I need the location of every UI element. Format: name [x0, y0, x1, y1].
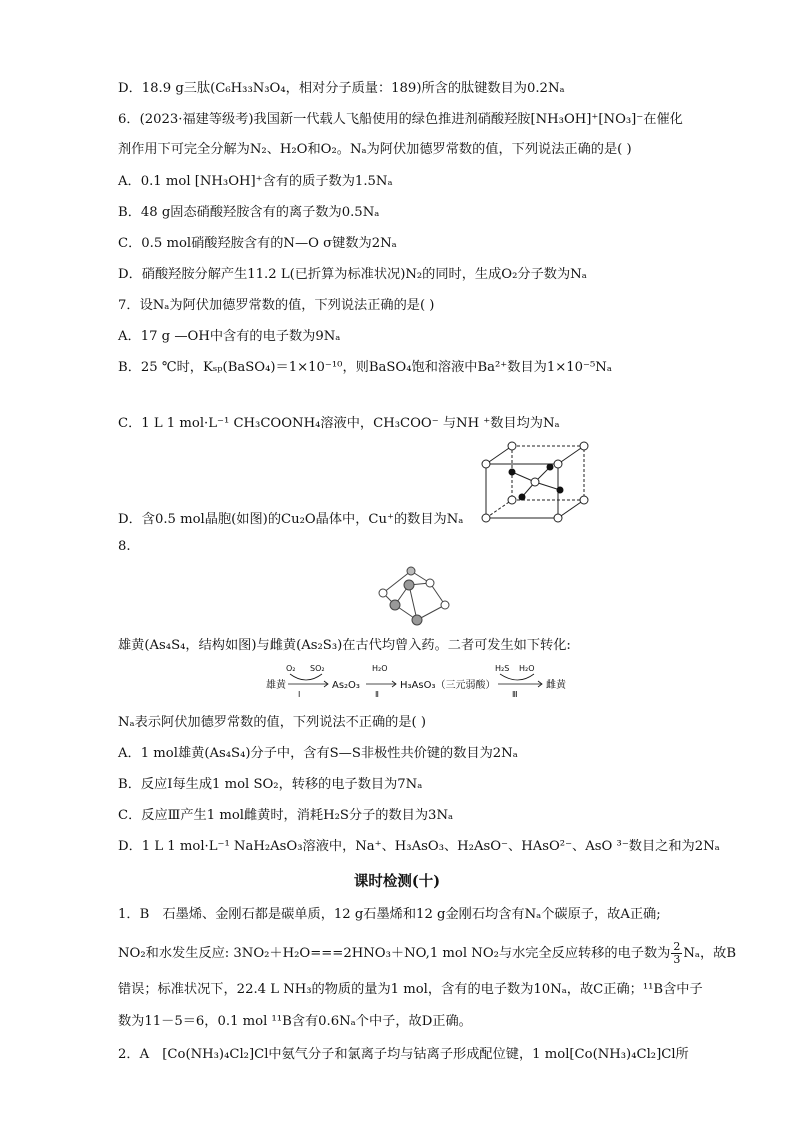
q7-option-d: D．含0.5 mol晶胞(如图)的Cu₂O晶体中，Cu⁺的数目为Nₐ: [118, 512, 464, 527]
question-7: 7．设Nₐ为阿伏加德罗常数的值，下列说法正确的是( ): [118, 298, 435, 313]
answer-1-line-1: 1．B 石墨烯、金刚石都是碳单质，12 g石墨烯和12 g金刚石均含有Nₐ个碳原子，故A正确;: [118, 907, 661, 922]
as4s4-structure-figure: [375, 565, 455, 625]
scheme-r3-reagent: H₂S: [495, 664, 510, 673]
line-1: D．18.9 g三肽(C₆H₃₃N₃O₄，相对分子质量：189)所含的肽键数目为0.2Nₐ: [118, 81, 565, 96]
fraction-numerator: 2: [673, 940, 681, 953]
fraction-denominator: 3: [673, 953, 681, 966]
q8-option-d: D．1 L 1 mol·L⁻¹ NaH₂AsO₃溶液中，Na⁺、H₃AsO₃、H₂AsO⁻、HAsO²⁻、AsO ³⁻数目之和为2Nₐ: [118, 839, 720, 854]
q6-option-b: B．48 g固态硝酸羟胺含有的离子数为0.5Nₐ: [118, 205, 380, 220]
answer-1-line-2: [118, 940, 737, 966]
q8-option-c: C．反应Ⅲ产生1 mol雌黄时，消耗H₂S分子的数目为3Nₐ: [118, 808, 454, 823]
section-title: 课时检测(十): [353, 873, 441, 890]
q7-option-a: A．17 g —OH中含有的电子数为9Nₐ: [118, 329, 341, 344]
q6-option-c: C．0.5 mol硝酸羟胺含有的N—O σ键数为2Nₐ: [118, 236, 397, 251]
answer-1-line-4: 数为11－5＝6，0.1 mol ¹¹B含有0.6Nₐ个中子，故D正确。: [118, 1014, 472, 1029]
scheme-mid1: As₂O₃: [332, 680, 360, 691]
q7-option-c: C．1 L 1 mol·L⁻¹ CH₃COONH₄溶液中，CH₃COO⁻ 与NH ⁺数目均为Nₐ: [118, 416, 560, 431]
reaction-scheme: [262, 662, 582, 698]
q7-option-b: B．25 ℃时，Kₛₚ(BaSO₄)＝1×10⁻¹⁰，则BaSO₄饱和溶液中Ba²⁺数目为1×10⁻⁵Nₐ: [118, 360, 612, 375]
question-8-number: 8.: [118, 539, 131, 554]
q8-option-b: B．反应Ⅰ每生成1 mol SO₂，转移的电子数目为7Nₐ: [118, 777, 423, 792]
question-6-line-1: 6．(2023·福建等级考)我国新一代载人飞船使用的绿色推进剂硝酸羟胺[NH₃OH]⁺[NO₃]⁻在催化: [118, 112, 683, 127]
question-6-line-2: 剂作用下可完全分解为N₂、H₂O和O₂。Nₐ为阿伏加德罗常数的值，下列说法正确的是( ): [118, 142, 632, 157]
q8-option-a: A．1 mol雄黄(As₄S₄)分子中，含有S—S非极性共价键的数目为2Nₐ: [118, 746, 518, 761]
answer-1-line-3: 错误；标准状况下，22.4 L NH₃的物质的量为1 mol，含有的电子数为10Nₐ，故C正确；¹¹B含中子: [118, 982, 703, 997]
scheme-r3-product: H₂O: [519, 664, 535, 673]
scheme-mid2: H₃AsO₃（三元弱酸）: [400, 680, 496, 691]
q6-option-d: D．硝酸羟胺分解产生11.2 L(已折算为标准状况)N₂的同时，生成O₂分子数为Nₐ: [118, 267, 587, 282]
scheme-start: 雄黄: [266, 680, 286, 691]
scheme-r1-reagent: O₂: [286, 664, 296, 673]
scheme-r1-label: Ⅰ: [298, 690, 301, 699]
answer-2-line-1: 2．A [Co(NH₃)₄Cl₂]Cl中氨气分子和氯离子均与钴离子形成配位键，1 mol[Co(NH₃)₄Cl₂]Cl所: [118, 1047, 689, 1062]
answer-1-text-a: NO₂和水发生反应: 3NO₂＋H₂O===2HNO₃＋NO,1 mol NO₂与水完全反应转移的电子数为: [118, 945, 671, 961]
answer-1-text-b: Nₐ，故B: [683, 945, 737, 961]
scheme-r1-product: SO₂: [310, 664, 325, 673]
question-8-prompt: Nₐ表示阿伏加德罗常数的值，下列说法不正确的是( ): [118, 715, 427, 730]
question-8-stem: 雄黄(As₄S₄，结构如图)与雌黄(As₂S₃)在古代均曾入药。二者可发生如下转化:: [118, 638, 571, 653]
scheme-r2-label: Ⅱ: [375, 690, 379, 699]
scheme-r3-label: Ⅲ: [512, 690, 518, 699]
q6-option-a: A．0.1 mol [NH₃OH]⁺含有的质子数为1.5Nₐ: [118, 174, 393, 189]
scheme-end: 雌黄: [546, 680, 566, 691]
fraction: [671, 941, 682, 966]
scheme-r2-reagent: H₂O: [372, 664, 388, 673]
